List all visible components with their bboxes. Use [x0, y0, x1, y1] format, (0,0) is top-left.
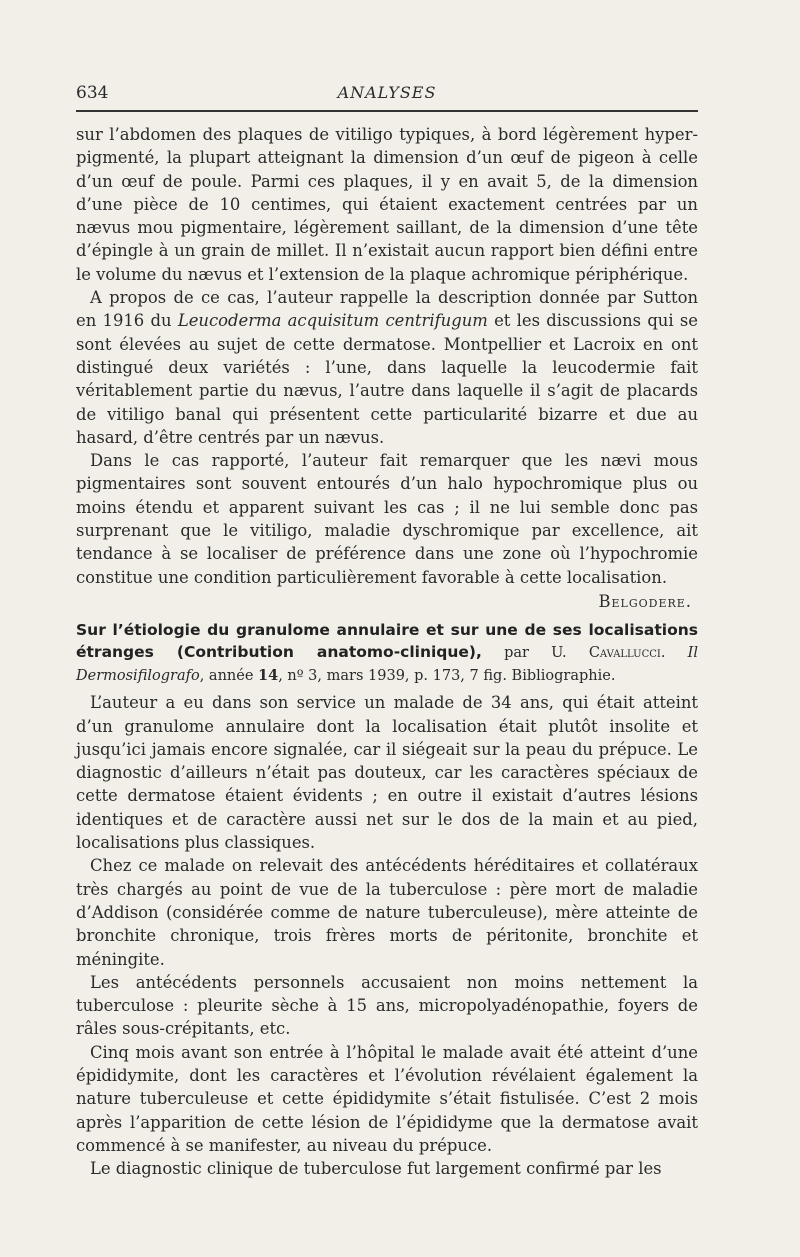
page-number: 634 [76, 83, 109, 103]
page-body [76, 123, 698, 1180]
paragraph: sur l’abdomen des plaques de vitiligo typiques, à bord légèrement hyper-pigmenté, la plupart atteignant la dimension d’un œuf de pigeon à celle d’un œuf de poule. Parmi ces plaques, il y en avait 5, de la dimension d’une pièce de 10 centimes, qui étaient exactement centrées par un nævus mou pigmentaire, légèrement saillant, de la dimension d’une tête d’épingle à un grain de millet. Il n’existait aucun rapport bien défini entre le volume du nævus et l’extension de la plaque achromique périphérique. [76, 125, 698, 284]
paragraph: Les antécédents personnels accusaient non moins nettement la tuberculose : pleurite sèche à 15 ans, micropolyadénopathie, foyers de râles sous-crépitants, etc. [76, 972, 698, 1039]
page-header [76, 80, 698, 112]
article-heading [76, 619, 698, 687]
article-citation: par U. Cavallucci. Il Dermosifilografo, année 14, nº 3, mars 1939, p. 173, 7 fig. Bibliographie. [76, 645, 698, 685]
journal-name: Il Dermosifilografo [76, 645, 698, 685]
paragraph: Cinq mois avant son entrée à l’hôpital le malade avait été atteint d’une épididymite, dont les caractères et l’évolution révélaient également la nature tuberculeuse et cette épididymite s’était fistulisée. C’est 2 mois après l’apparition de cette lésion de l’épididyme que la dermatose avait commencé à se manifester, au niveau du prépuce. [76, 1042, 698, 1155]
paragraph: Chez ce malade on relevait des antécédents héréditaires et collatéraux très chargés au point de vue de la tuberculose : père mort de maladie d’Addison (considérée comme de nature tuberculeuse), mère atteinte de bronchite chronique, trois frères morts de péritonite, bronchite et méningite. [76, 856, 698, 969]
paragraph: A propos de ce cas, l’auteur rappelle la description donnée par Sutton en 1916 du Leucoderma acquisitum centrifugum et les discussions qui se sont élevées au sujet de cette dermatose. Montpellier et Lacroix en ont distingué deux variétés : l’une, dans laquelle la leucodermie fait véritablement partie du nævus, l’autre dans laquelle il s’agit de placards de vitiligo banal qui présentent cette particularité bizarre et due au hasard, d’être centrés par un nævus. [76, 288, 698, 447]
running-title: ANALYSES [337, 83, 437, 102]
species-name: Leucoderma acquisitum centrifugum [177, 311, 488, 331]
article-author: Cavallucci [588, 645, 661, 662]
article-title: Sur l’étiologie du granulome annulaire et sur une de ses localisations étranges (Contribution anatomo-clinique), [76, 621, 698, 662]
paragraph: Le diagnostic clinique de tuberculose fut largement confirmé par les [90, 1159, 662, 1179]
reviewer-signature: Belgodere. [598, 591, 692, 611]
paragraph: Dans le cas rapporté, l’auteur fait remarquer que les nævi mous pigmentaires sont souvent entourés d’un halo hypochromique plus ou moins étendu et apparent suivant les cas ; il ne lui semble donc pas surprenant que le vitiligo, maladie dyschromique par excellence, ait tendance à se localiser de préférence dans une zone où l’hypochromie constitue une condition particulièrement favorable à cette localisation. [76, 451, 698, 587]
paragraph: L’auteur a eu dans son service un malade de 34 ans, qui était atteint d’un granulome annulaire dont la localisation était plutôt insolite et jusqu’ici jamais encore signalée, car il siégeait sur la peau du prépuce. Le diagnostic d’ailleurs n’était pas douteux, car les caractères spéciaux de cette dermatose étaient évidents ; en outre il existait d’autres lésions identiques et de caractère aussi net sur le dos de la main et au pied, localisations plus classiques. [76, 693, 698, 853]
